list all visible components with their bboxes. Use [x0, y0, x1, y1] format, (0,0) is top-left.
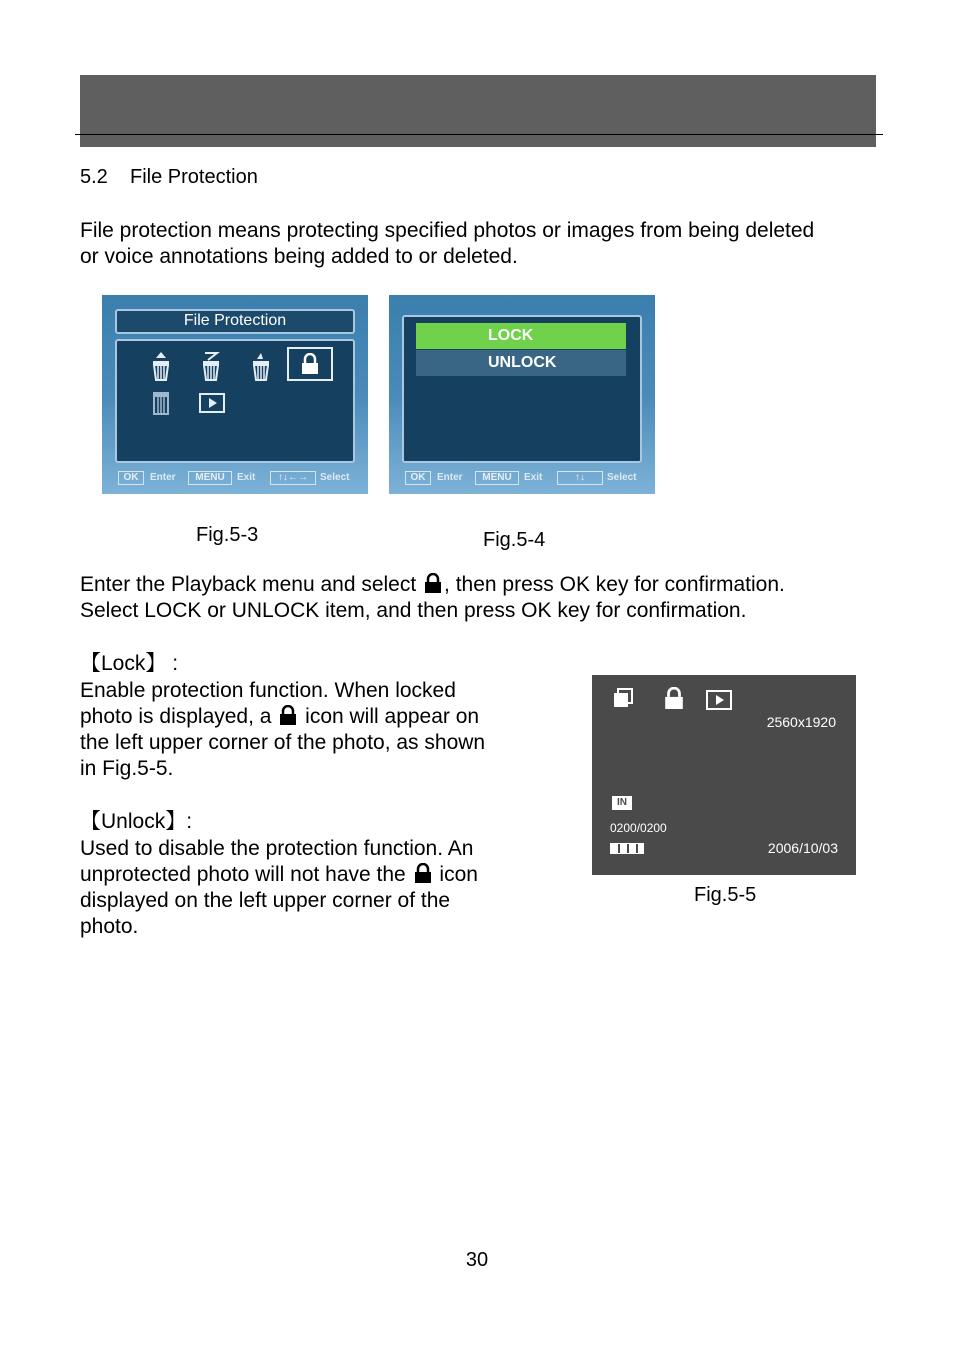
lock-menu-panel — [402, 315, 642, 463]
section-number: 5.2 — [80, 166, 108, 188]
unlock-line: icon — [439, 863, 478, 886]
unlock-line: Used to disable the protection function. An — [80, 837, 474, 860]
menu-title: File Protection — [183, 312, 287, 329]
menu-key: MENU — [188, 471, 232, 485]
unlock-heading: 【Unlock】: — [80, 810, 193, 833]
menu-hint: Exit — [524, 472, 543, 483]
lock-icon — [414, 863, 432, 883]
unlock-line: unprotected photo will not have the — [80, 863, 406, 886]
delete-one-icon[interactable] — [149, 351, 173, 381]
battery-icon — [610, 843, 644, 854]
menu-hint: Exit — [237, 472, 256, 483]
lock-description — [80, 678, 485, 782]
lock-line: in Fig.5-5. — [80, 757, 174, 780]
date-label: 2006/10/03 — [767, 840, 838, 856]
lock-line: photo is displayed, a — [80, 705, 272, 728]
resolution-label: 2560x1920 — [766, 714, 836, 730]
unlock-description — [80, 836, 478, 940]
arrow-keys: ↑↓←→ — [270, 471, 316, 485]
trash-icon[interactable] — [151, 391, 171, 415]
section-heading — [80, 166, 258, 189]
lock-option[interactable]: LOCK — [416, 323, 626, 349]
fig-5-3-screen — [102, 295, 368, 494]
unlock-line: photo. — [80, 915, 139, 938]
menu-key: MENU — [475, 471, 519, 485]
page-number: 30 — [465, 1249, 489, 1271]
menu-panel — [115, 339, 355, 463]
intro-paragraph — [80, 218, 814, 270]
intro-line: File protection means protecting specified photos or images from being deleted — [80, 219, 815, 242]
fig-5-5-caption: Fig.5-5 — [694, 884, 757, 906]
fig-5-4-caption: Fig.5-4 — [483, 529, 546, 551]
lock-line: Enable protection function. When locked — [80, 679, 456, 702]
memory-icon — [612, 796, 632, 810]
ok-hint: Enter — [150, 472, 176, 483]
instruction-paragraph — [80, 572, 785, 624]
fig-5-5-photo — [592, 675, 856, 875]
lock-heading: 【Lock】 : — [80, 652, 179, 675]
ok-hint: Enter — [437, 472, 463, 483]
image-counter: 0200/0200 — [610, 821, 667, 835]
unlock-line: displayed on the left upper corner of the — [80, 889, 451, 912]
select-hint: Select — [320, 472, 350, 483]
intro-line: or voice annotations being added to or deleted. — [80, 245, 518, 268]
instruction-text: Enter the Playback menu and select — [80, 573, 417, 596]
delete-voice-icon[interactable] — [199, 351, 223, 381]
delete-all-icon[interactable] — [249, 351, 273, 381]
lock-line: the left upper corner of the photo, as shown — [80, 731, 486, 754]
protect-option-selected[interactable] — [287, 347, 333, 381]
lock-icon — [301, 353, 319, 375]
instruction-text: Select LOCK or UNLOCK item, and then press OK key for confirmation. — [80, 599, 747, 622]
section-title: File Protection — [130, 166, 258, 188]
lock-icon — [279, 705, 297, 725]
lock-icon — [424, 573, 442, 593]
header-rule — [75, 134, 883, 135]
instruction-text: , then press OK key for confirmation. — [444, 573, 785, 596]
menu-title-box — [115, 309, 355, 334]
lock-icon — [664, 687, 684, 709]
ok-key: OK — [405, 471, 431, 485]
fig-5-4-screen — [389, 295, 655, 494]
arrow-keys: ↑↓ — [557, 471, 603, 485]
unlock-option[interactable]: UNLOCK — [416, 350, 626, 376]
fig-5-3-caption: Fig.5-3 — [196, 524, 259, 546]
lock-line: icon will appear on — [305, 705, 480, 728]
select-hint: Select — [607, 472, 637, 483]
single-image-icon — [612, 688, 634, 710]
header-bar — [80, 75, 876, 147]
memory-label: IN — [617, 797, 627, 808]
ok-key: OK — [118, 471, 144, 485]
slideshow-play-icon[interactable] — [199, 393, 225, 413]
playback-icon — [706, 690, 732, 710]
